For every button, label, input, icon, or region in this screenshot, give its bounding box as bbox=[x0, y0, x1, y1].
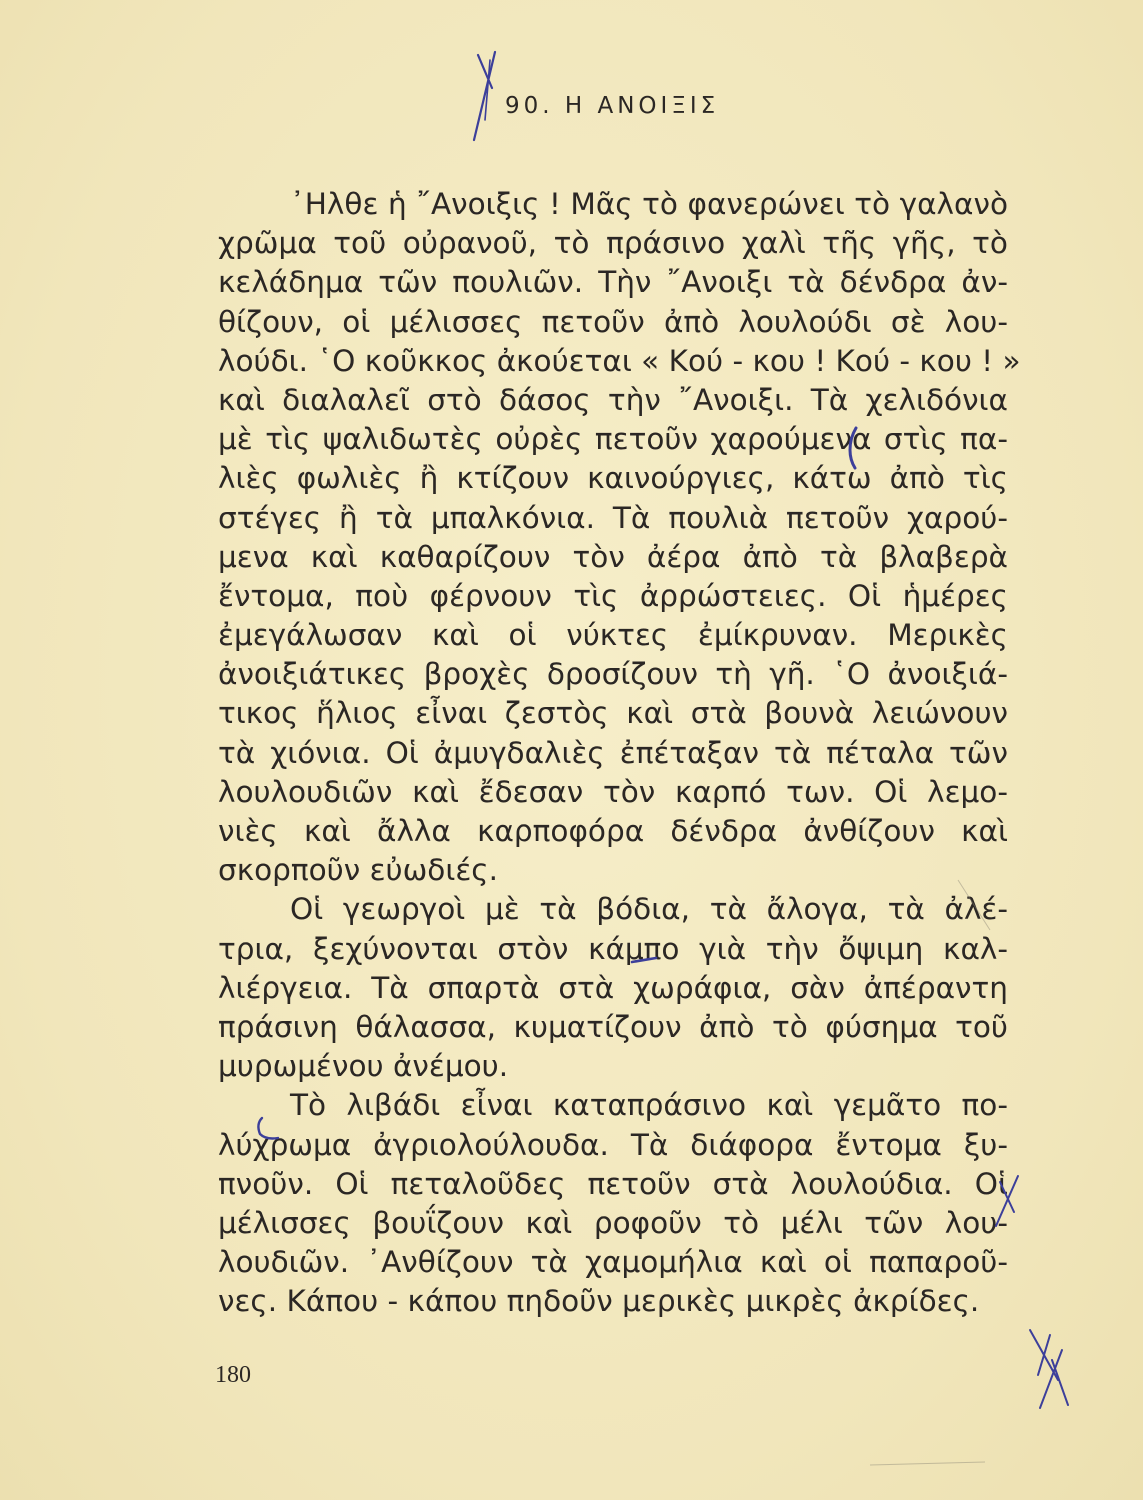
paragraph-1-line-6: καὶ διαλαλεῖ στὸ δάσος τὴν ῎Ανοιξι. Τὰ χελιδόνια bbox=[218, 382, 1008, 417]
body-text bbox=[218, 185, 1021, 1321]
paragraph-1-line-16: λουλουδιῶν καὶ ἔδεσαν τὸν καρπό των. Οἱ λεμο- bbox=[218, 774, 1008, 809]
paragraph-3-line-3: πνοῦν. Οἱ πεταλοῦδες πετοῦν στὰ λουλούδια. Οἱ bbox=[218, 1166, 1008, 1201]
paragraph-1-line-14: τικος ἥλιος εἶναι ζεστὸς καὶ στὰ βουνὰ λειώνουν bbox=[218, 696, 1008, 731]
chapter-title: 90. Η ΑΝΟΙΞΙΣ bbox=[505, 93, 720, 119]
paragraph-1-line-17: νιὲς καὶ ἄλλα καρποφόρα δένδρα ἀνθίζουν καὶ bbox=[218, 814, 1008, 848]
paragraph-2-line-5: μυρωμένου ἀνέμου. bbox=[218, 1049, 509, 1084]
paragraph-1-line-15: τὰ χιόνια. Οἱ ἀμυγδαλιὲς ἐπέταξαν τὰ πέταλα τῶν bbox=[218, 735, 1008, 770]
title-cross-mark bbox=[474, 52, 495, 140]
paragraph-3-line-2: λύχρωμα ἀγριολούλουδα. Τὰ διάφορα ἔντομα ξυ- bbox=[218, 1127, 1008, 1162]
cross-mark-2 bbox=[1030, 1330, 1058, 1380]
paragraph-1-line-7: μὲ τὶς ψαλιδωτὲς οὐρὲς πετοῦν χαρούμενα στὶς πα- bbox=[218, 422, 1008, 457]
paragraph-1-line-12: ἐμεγάλωσαν καὶ οἱ νύκτες ἐμίκρυναν. Μερικὲς bbox=[218, 618, 1008, 653]
paragraph-1-line-18: σκορποῦν εὐωδιές. bbox=[218, 853, 498, 888]
paragraph-1-line-13: ἀνοιξιάτικες βροχὲς δροσίζουν τὴ γῆ. ῾Ο ἀνοιξιά- bbox=[218, 657, 1008, 692]
paragraph-1-line-11: ἔντομα, ποὺ φέρνουν τὶς ἀρρώστειες. Οἱ ἡμέρες bbox=[218, 578, 1008, 613]
paragraph-1-line-8: λιὲς φωλιὲς ἢ κτίζουν καινούργιες, κάτω ἀπὸ τὶς bbox=[218, 461, 1008, 496]
page-number: 180 bbox=[215, 1362, 251, 1388]
paragraph-2-line-2: τρια, ξεχύνονται στὸν κάμπο γιὰ τὴν ὄψιμη καλ- bbox=[218, 931, 1008, 966]
paragraph-2-line-4: πράσινη θάλασσα, κυματίζουν ἀπὸ τὸ φύσημα τοῦ bbox=[218, 1009, 1008, 1044]
paragraph-3-line-5: λουδιῶν. ᾿Ανθίζουν τὰ χαμομήλια καὶ οἱ παπαροῦ- bbox=[218, 1245, 1008, 1280]
paragraph-1-line-1: ᾿Ηλθε ἡ ῎Ανοιξις ! Μᾶς τὸ φανερώνει τὸ γαλανὸ bbox=[290, 187, 1008, 221]
paragraph-1-line-9: στέγες ἢ τὰ μπαλκόνια. Τὰ πουλιὰ πετοῦν χαρού- bbox=[218, 500, 1008, 535]
end-mark bbox=[1040, 1350, 1068, 1408]
paragraph-1-line-10: μενα καὶ καθαρίζουν τὸν ἀέρα ἀπὸ τὰ βλαβερὰ bbox=[218, 539, 1008, 574]
paragraph-3-line-1: Τὸ λιβάδι εἶναι καταπράσινο καὶ γεμᾶτο πο- bbox=[290, 1088, 1008, 1123]
paragraph-3-line-4: μέλισσες βουΐζουν καὶ ροφοῦν τὸ μέλι τῶν λου- bbox=[218, 1205, 1008, 1240]
paragraph-1-line-4: θίζουν, οἱ μέλισσες πετοῦν ἀπὸ λουλούδι σὲ λου- bbox=[218, 304, 1008, 339]
paragraph-2-line-1: Οἱ γεωργοὶ μὲ τὰ βόδια, τὰ ἄλογα, τὰ ἀλέ- bbox=[290, 892, 1008, 927]
pencil-trace-2 bbox=[870, 1462, 985, 1465]
paragraph-1-line-3: κελάδημα τῶν πουλιῶν. Τὴν ῎Ανοιξι τὰ δένδρα ἀν- bbox=[218, 265, 1008, 300]
paragraph-2-line-3: λιέργεια. Τὰ σπαρτὰ στὰ χωράφια, σὰν ἀπέραντη bbox=[218, 970, 1008, 1005]
title-tick-mark bbox=[485, 60, 490, 120]
paragraph-1-line-2: χρῶμα τοῦ οὐρανοῦ, τὸ πράσινο χαλὶ τῆς γῆς, τὸ bbox=[218, 226, 1008, 261]
paragraph-3-line-6: νες. Κάπου - κάπου πηδοῦν μερικὲς μικρὲς ἀκρίδες. bbox=[218, 1284, 980, 1319]
paragraph-1-line-5: λούδι. ῾Ο κοῦκκος ἀκούεται « Κού - κου ! Κού - κου ! » bbox=[218, 343, 1021, 378]
